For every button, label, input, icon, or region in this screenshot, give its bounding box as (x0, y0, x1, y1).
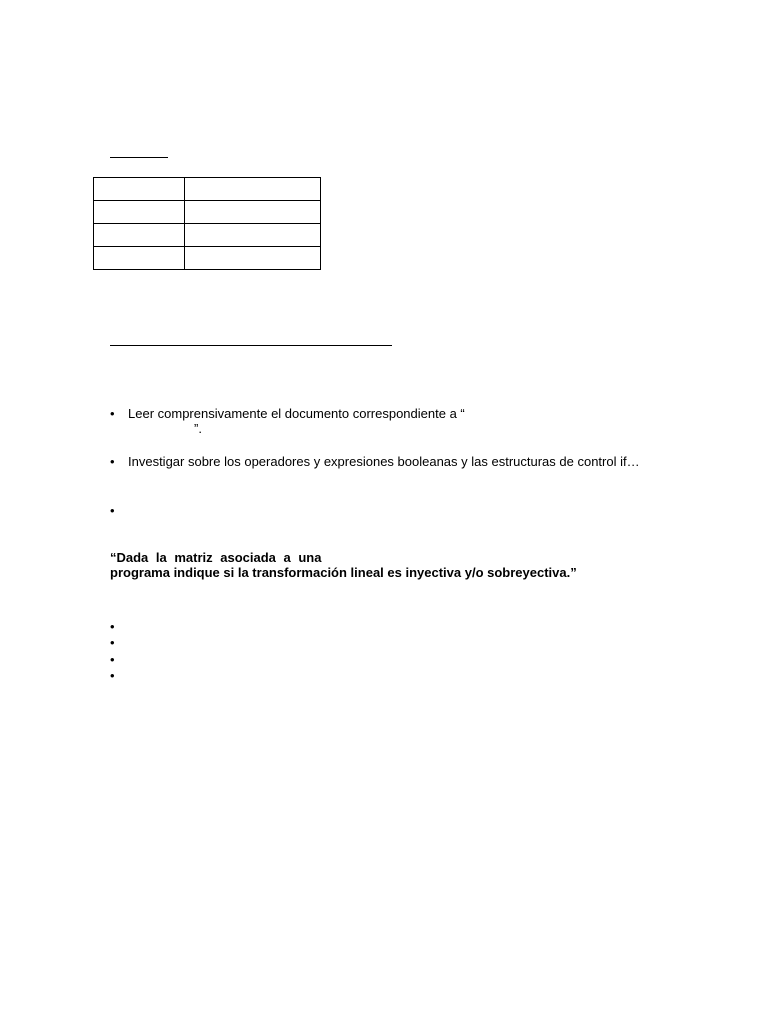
exercise-line-2: programa indique si la transformación lineal es inyectiva y/o sobreyectiva.” (110, 565, 577, 580)
table-cell (185, 224, 321, 247)
heading-underline-short (110, 157, 168, 158)
table-row (94, 224, 321, 247)
table-cell (94, 224, 185, 247)
empty-bullet: • (110, 619, 115, 634)
bullet-icon: • (110, 503, 115, 518)
bullet-item-read-document (110, 406, 465, 421)
empty-bullet: • (110, 652, 115, 667)
table-cell (94, 178, 185, 201)
bullet-item-investigate (110, 454, 640, 469)
table-cell (94, 247, 185, 270)
bullet-icon: • (110, 454, 115, 469)
exercise-line-1: “Dada la matriz asociada a una (110, 550, 322, 565)
bullet-text: Investigar sobre los operadores y expresiones booleanas y las estructuras de control if… (128, 454, 640, 469)
table-cell (185, 247, 321, 270)
table-cell (94, 201, 185, 224)
table-cell (185, 201, 321, 224)
bullet-item-empty (110, 503, 128, 518)
bullet-continuation: ”. (194, 421, 202, 436)
info-table (93, 177, 321, 270)
empty-bullet: • (110, 635, 115, 650)
section-underline-long (110, 345, 392, 346)
bullet-text: Leer comprensivamente el documento correspondiente a “ (128, 406, 465, 421)
table-row (94, 247, 321, 270)
table-cell (185, 178, 321, 201)
table-row (94, 201, 321, 224)
bullet-icon: • (110, 406, 115, 421)
empty-bullet: • (110, 668, 115, 683)
exercise-statement (110, 550, 577, 580)
table-row (94, 178, 321, 201)
